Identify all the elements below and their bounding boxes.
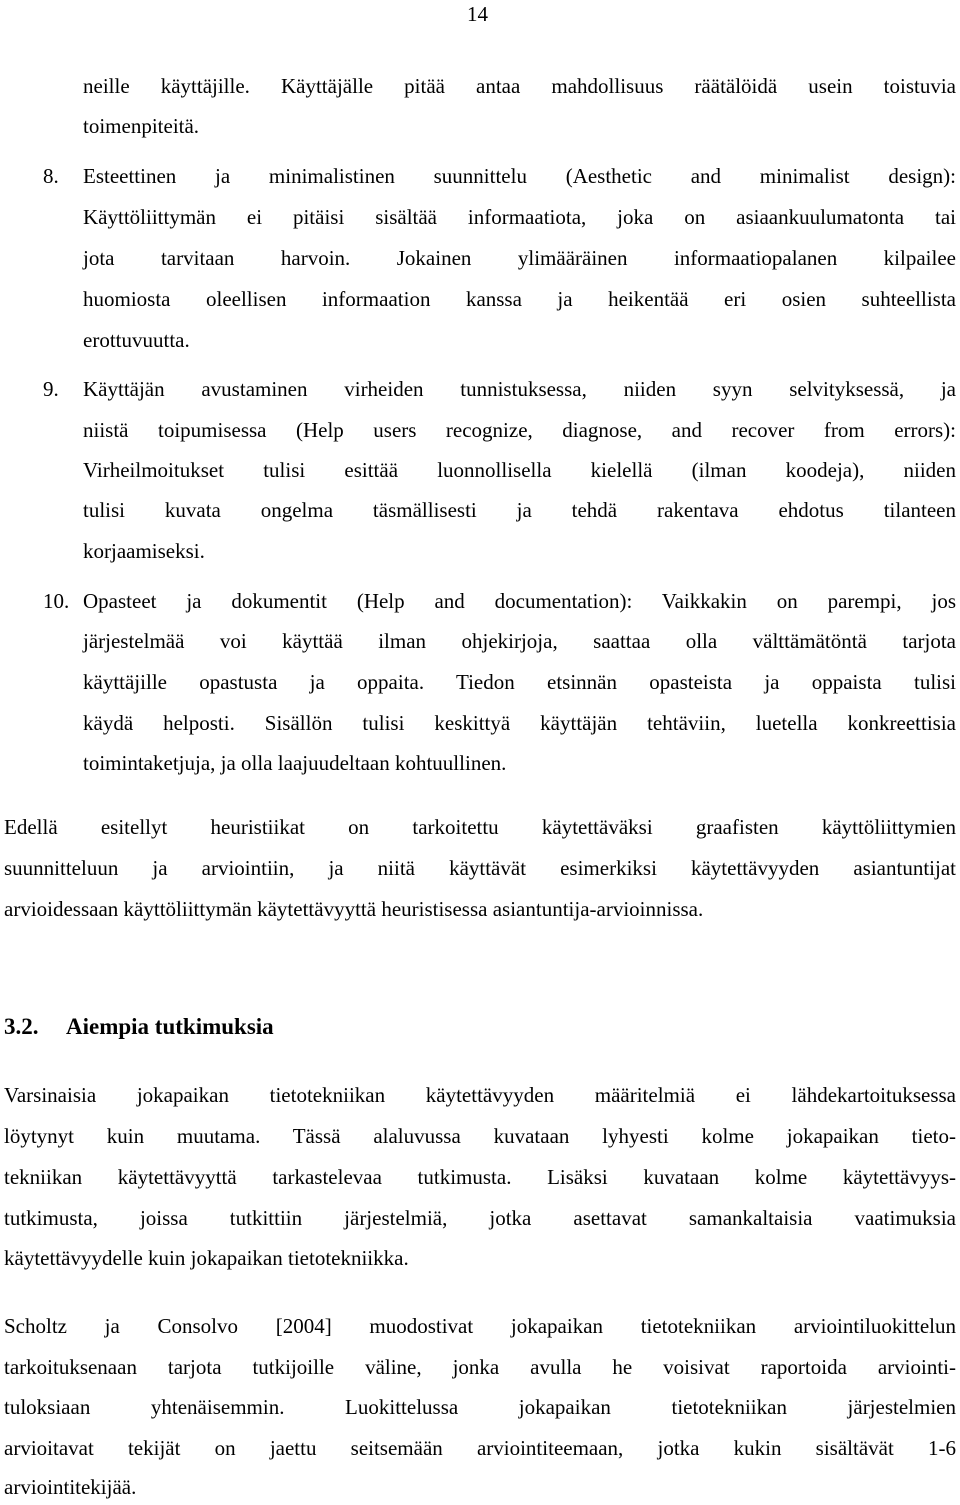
list-item-line: niistä toipumisessa (Help users recognize, diagnose, and recover from errors): [83,418,956,442]
page-number: 14 [467,2,488,26]
list-item-line: huomiosta oleellisen informaation kanssa ja heikentää eri osien suhteellista [83,287,956,311]
list-item-line: järjestelmää voi käyttää ilman ohjekirjoja, saattaa olla välttämätöntä tarjota [83,629,956,653]
list-item-number: 10. [43,589,70,613]
list-continuation-line: neille käyttäjille. Käyttäjälle pitää antaa mahdollisuus räätälöidä usein toistuvia [83,74,956,98]
list-item-line: toimintaketjuja, ja olla laajuudeltaan kohtuullinen. [83,751,507,775]
list-item-line: Virheilmoitukset tulisi esittää luonnollisella kielellä (ilman koodeja), niiden [83,458,956,482]
list-item-line: Käyttöliittymän ei pitäisi sisältää informaatiota, joka on asiaankuulumatonta tai [83,205,956,229]
list-item-line: erottuvuutta. [83,328,190,352]
section-title: Aiempia tutkimuksia [66,1014,274,1039]
list-item-line: Opasteet ja dokumentit (Help and documentation): Vaikkakin on parempi, jos [83,589,956,613]
paragraph-line: tekniikan käytettävyyttä tarkastelevaa tutkimusta. Lisäksi kuvataan kolme käytettävyys- [4,1165,956,1189]
paragraph-line: Edellä esitellyt heuristiikat on tarkoitettu käytettäväksi graafisten käyttöliittymien [4,815,956,839]
section-number: 3.2. [4,1014,39,1039]
list-item-line: käyttäjille opastusta ja oppaita. Tiedon etsinnän opasteista ja oppaista tulisi [83,670,956,694]
paragraph-line: käytettävyydelle kuin jokapaikan tietotekniikka. [4,1246,409,1270]
paragraph-line: löytynyt kuin muutama. Tässä alaluvussa kuvataan lyhyesti kolme jokapaikan tieto- [4,1124,956,1148]
paragraph-line: arvioidessaan käyttöliittymän käytettävyyttä heuristisessa asiantuntija-arvioinnissa. [4,897,704,921]
paragraph-line: arvioitavat tekijät on jaettu seitsemään arviointiteemaan, jotka kukin sisältävät 1-6 [4,1436,956,1460]
paragraph-line: suunnitteluun ja arviointiin, ja niitä käyttävät esimerkiksi käytettävyyden asiantuntijat [4,856,956,880]
paragraph-line: Scholtz ja Consolvo [2004] muodostivat jokapaikan tietotekniikan arviointiluokittelun [4,1314,956,1338]
list-item-line: Esteettinen ja minimalistinen suunnittelu (Aesthetic and minimalist design): [83,164,956,188]
paragraph-line: Varsinaisia jokapaikan tietotekniikan käytettävyyden määritelmiä ei lähdekartoituksessa [4,1083,956,1107]
paragraph-line: tarkoituksenaan tarjota tutkijoille väline, jonka avulla he voisivat raportoida arviointi- [4,1355,956,1379]
paragraph-line: tuloksiaan yhtenäisemmin. Luokittelussa jokapaikan tietotekniikan järjestelmien [4,1395,956,1419]
list-item-number: 9. [43,377,59,401]
list-item-number: 8. [43,164,59,188]
list-item-line: käydä helposti. Sisällön tulisi keskittyä käyttäjän tehtäviin, luetella konkreettisia [83,711,956,735]
paragraph-line: arviointitekijää. [4,1475,137,1499]
list-item-line: jota tarvitaan harvoin. Jokainen ylimääräinen informaatiopalanen kilpailee [83,246,956,270]
list-continuation-line: toimenpiteitä. [83,114,200,138]
paragraph-line: tutkimusta, joissa tutkittiin järjestelmiä, jotka asettavat samankaltaisia vaatimuksia [4,1206,956,1230]
list-item-line: tulisi kuvata ongelma täsmällisesti ja tehdä rakentava ehdotus tilanteen [83,498,956,522]
list-item-line: Käyttäjän avustaminen virheiden tunnistuksessa, niiden syyn selvityksessä, ja [83,377,956,401]
list-item-line: korjaamiseksi. [83,539,205,563]
